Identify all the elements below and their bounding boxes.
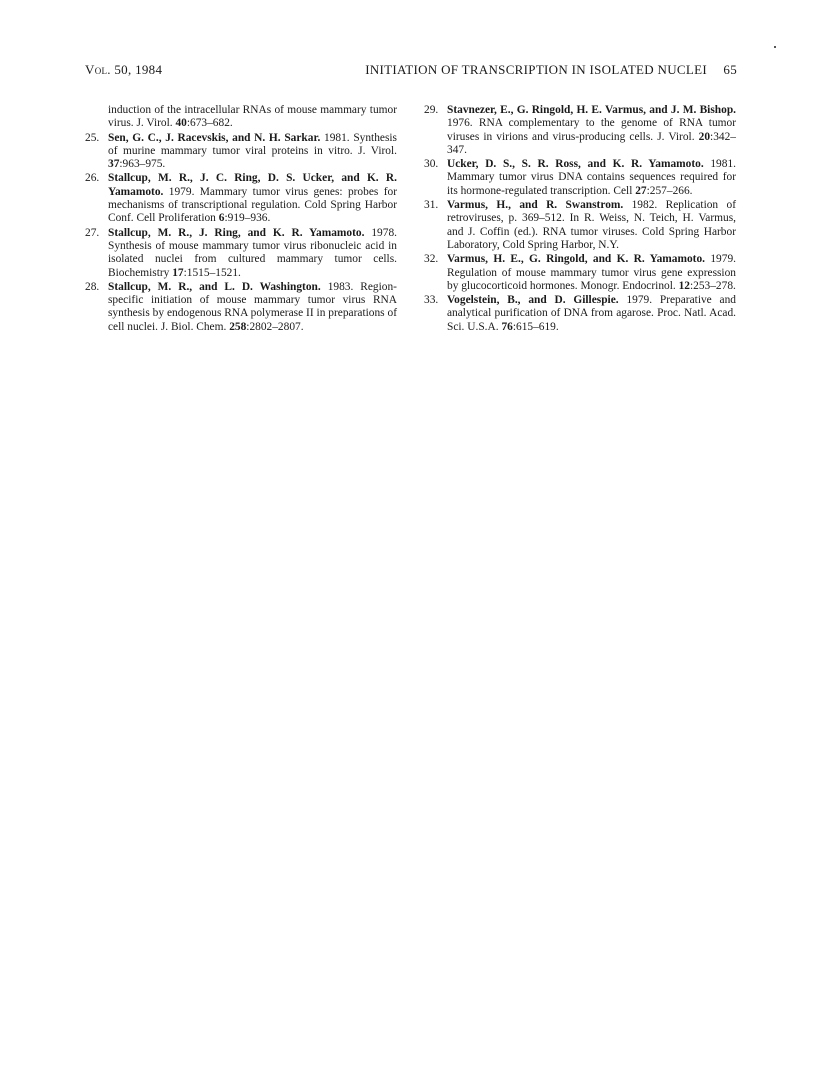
reference-authors: Stallcup, M. R., J. Ring, and K. R. Yamamoto. xyxy=(108,226,365,239)
reference-volume: 6 xyxy=(218,212,225,225)
reference-authors: Sen, G. C., J. Racevskis, and N. H. Sarkar. xyxy=(108,131,321,144)
reference-31 xyxy=(424,199,736,252)
reference-authors: Stavnezer, E., G. Ringold, H. E. Varmus, and J. M. Bishop. xyxy=(447,104,736,116)
reference-27 xyxy=(85,227,397,280)
reference-text: 1983. Region-specific initiation of mouse mammary tumor virus RNA synthesis by endogenous RNA polymerase II in preparations of cell nuclei. J. Biol. Chem. xyxy=(108,280,397,333)
reference-text: induction of the intracellular RNAs of mouse mammary tumor virus. J. Virol. xyxy=(108,104,397,130)
reference-text: 1981. Synthesis of murine mammary tumor viral proteins in vitro. J. Virol. xyxy=(108,131,397,157)
running-title: INITIATION OF TRANSCRIPTION IN ISOLATED NUCLEI xyxy=(365,62,707,77)
reference-text: 1978. Synthesis of mouse mammary tumor virus ribonucleic acid in isolated nuclei from cultured mammary tumor cells. Biochemistry xyxy=(108,226,397,279)
reference-volume: 27 xyxy=(635,184,647,197)
references-right-column xyxy=(424,104,736,335)
reference-number: 27. xyxy=(85,226,100,239)
reference-number: 26. xyxy=(85,172,100,185)
reference-text: 1982. Replication of retroviruses, p. 369–512. In R. Weiss, N. Teich, H. Varmus, and J. Coffin (ed.). RNA tumor viruses. Cold Spring Harbor Laboratory, Cold Spring Harbor, N.Y. xyxy=(447,199,736,251)
reference-text: 1979. Mammary tumor virus genes: probes for mechanisms of transcriptional regulation. Cold Spring Harbor Conf. Cell Proliferation xyxy=(108,185,397,225)
reference-text: 1979. Regulation of mouse mammary tumor virus gene expression by glucocorticoid hormones. Monogr. Endocrinol. xyxy=(447,253,736,292)
reference-pages: :257–266. xyxy=(646,184,693,197)
reference-text: 1976. RNA complementary to the genome of RNA tumor viruses in virions and virus-producing cells. J. Virol. xyxy=(447,117,736,143)
reference-pages: :919–936. xyxy=(224,212,271,225)
reference-volume: 20 xyxy=(698,130,711,143)
reference-number: 32. xyxy=(424,253,439,266)
reference-authors: Stallcup, M. R., J. C. Ring, D. S. Ucker, and K. R. Yamamoto. xyxy=(108,172,397,198)
journal-volume: Vol. 50, 1984 xyxy=(85,62,163,77)
reference-volume: 40 xyxy=(175,117,187,130)
reference-authors: Stallcup, M. R., and L. D. Washington. xyxy=(108,280,321,293)
reference-volume: 258 xyxy=(229,320,247,333)
reference-number: 31. xyxy=(424,199,439,212)
page-number: 65 xyxy=(723,62,737,77)
reference-authors: Varmus, H. E., G. Ringold, and K. R. Yamamoto. xyxy=(447,253,706,266)
reference-pages: :615–619. xyxy=(512,320,559,333)
reference-volume: 76 xyxy=(501,320,513,333)
reference-29 xyxy=(424,104,736,157)
reference-26 xyxy=(85,172,397,225)
reference-volume: 17 xyxy=(172,266,184,279)
references-left-column xyxy=(85,104,397,335)
reference-pages: :963–975. xyxy=(119,158,166,171)
scan-speck xyxy=(774,46,776,48)
reference-authors: Varmus, H., and R. Swanstrom. xyxy=(447,199,624,212)
reference-number: 28. xyxy=(85,280,100,293)
reference-continuation xyxy=(85,104,397,131)
reference-pages: :2802–2807. xyxy=(246,320,304,333)
reference-32 xyxy=(424,253,736,293)
reference-number: 25. xyxy=(85,131,100,144)
reference-25 xyxy=(85,132,397,172)
reference-number: 30. xyxy=(424,158,439,171)
reference-number: 29. xyxy=(424,104,439,116)
reference-volume: 12 xyxy=(678,279,690,292)
reference-number: 33. xyxy=(424,294,439,307)
reference-33 xyxy=(424,294,736,334)
reference-text: 1979. Preparative and analytical purification of DNA from agarose. Proc. Natl. Acad. Sci. U.S.A. xyxy=(447,294,736,333)
reference-pages: :253–278. xyxy=(689,279,736,292)
reference-text: 1981. Mammary tumor virus DNA contains sequences required for its hormone-regulated transcription. Cell xyxy=(447,158,736,197)
reference-30 xyxy=(424,158,736,198)
reference-authors: Vogelstein, B., and D. Gillespie. xyxy=(447,294,619,307)
reference-pages: :673–682. xyxy=(186,117,233,130)
reference-28 xyxy=(85,281,397,334)
reference-authors: Ucker, D. S., S. R. Ross, and K. R. Yamamoto. xyxy=(447,158,704,171)
reference-pages: :1515–1521. xyxy=(183,266,241,279)
reference-volume: 37 xyxy=(108,158,120,171)
reference-pages: :342–347. xyxy=(447,130,736,156)
page-header xyxy=(85,62,737,82)
